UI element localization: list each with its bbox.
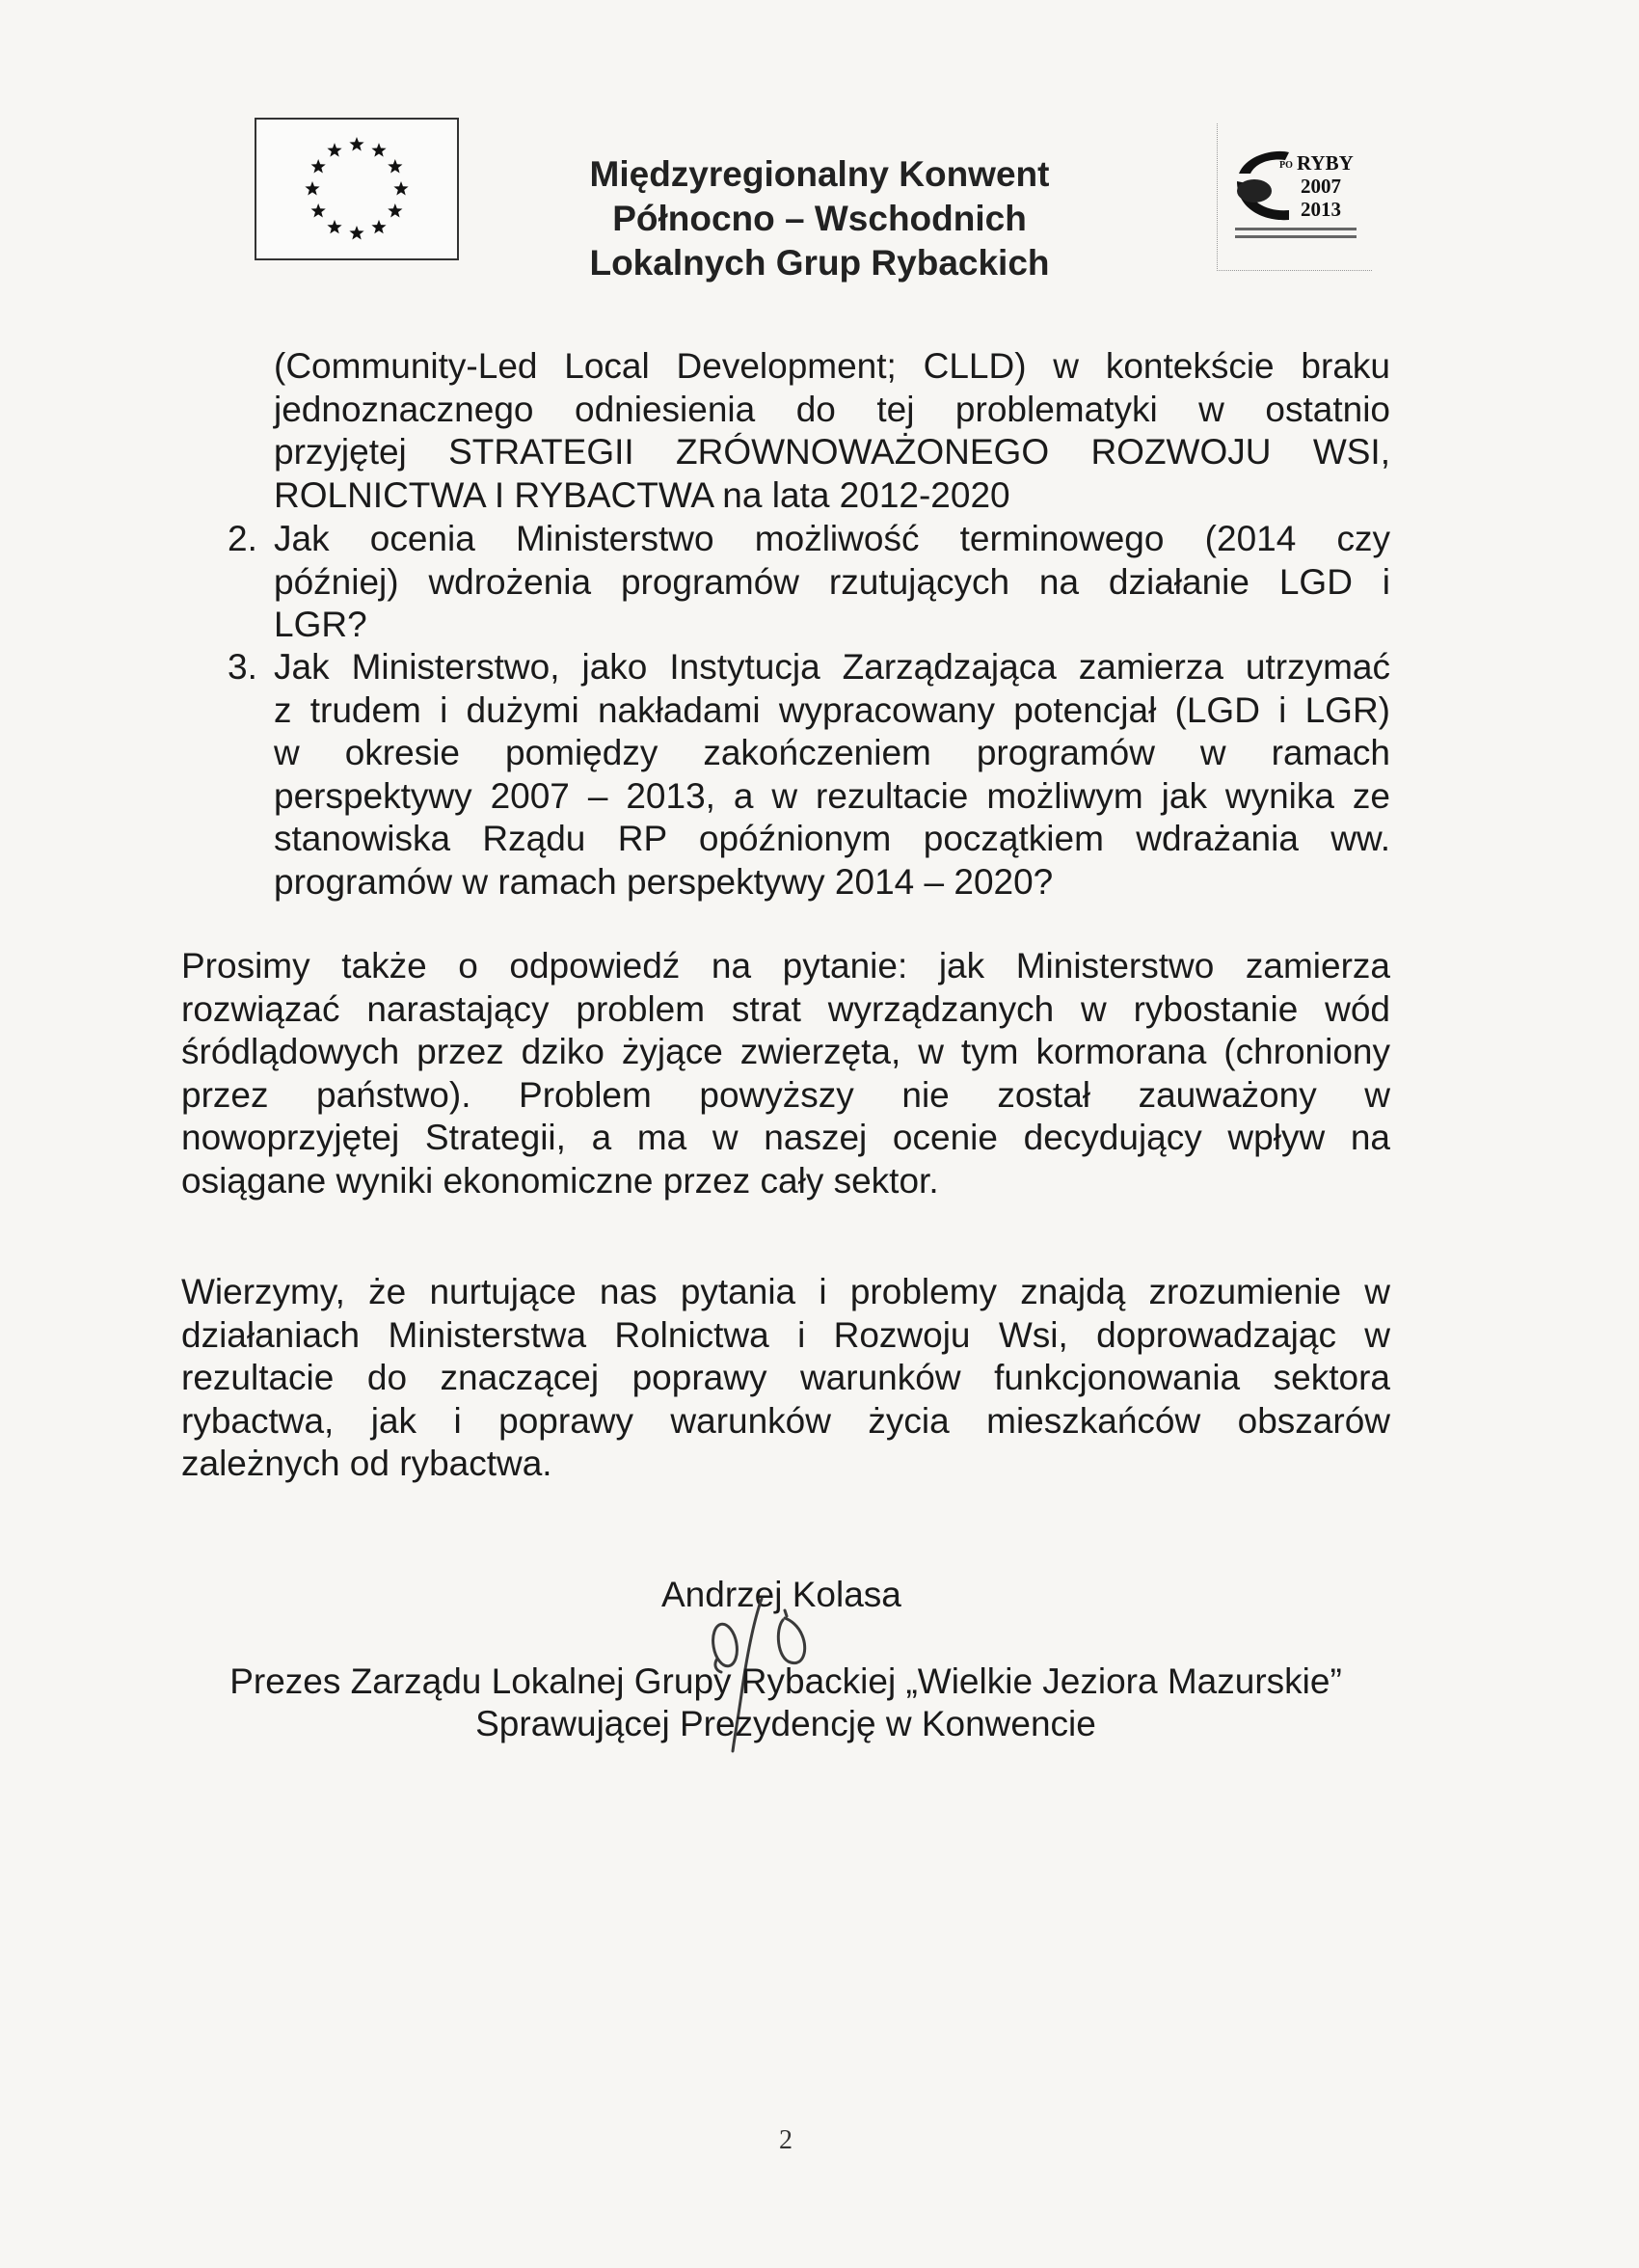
eu-stars-icon	[256, 120, 457, 258]
text-line: Prosimy także o odpowiedź na pytanie: jak Ministerstwo zamierza	[181, 946, 1390, 986]
signatory-name: Andrzej Kolasa	[661, 1575, 901, 1614]
text-line: działaniach Ministerstwa Rolnictwa i Rozwoju Wsi, doprowadzając w	[181, 1314, 1390, 1355]
signatory-role-line2: Sprawującej Prezydencję w Konwencie	[475, 1704, 1096, 1743]
paragraph-cormorant-question	[181, 945, 1390, 1203]
logo-year-end: 2013	[1301, 198, 1341, 221]
eu-star-icon	[327, 220, 341, 233]
text-line: później) wdrożenia programów rzutujących na działanie LGD i	[274, 561, 1390, 602]
eu-star-icon	[371, 143, 386, 156]
eu-star-icon	[388, 159, 402, 173]
text-line: stanowiska Rządu RP opóźnionym początkiem wdrażania ww.	[274, 819, 1390, 859]
list-item-3	[274, 646, 1390, 904]
text-line: śródlądowych przez dziko żyjące zwierzęta, w tym kormorana (chroniony	[181, 1032, 1390, 1072]
text-line: LGR?	[274, 605, 367, 645]
text-line: ROLNICTWA I RYBACTWA na lata 2012-2020	[274, 474, 1010, 515]
signatory-role: Prezes Zarządu Lokalnej Grupy Rybackiej „Wielkie Jeziora Mazurskie”	[229, 1661, 1342, 1701]
list-number-3: 3.	[228, 647, 257, 687]
text-line: w okresie pomiędzy zakończeniem programów w ramach	[274, 733, 1390, 773]
eu-star-icon	[349, 137, 363, 150]
page-number: 2	[779, 2125, 793, 2155]
text-line: osiągane wyniki ekonomiczne przez cały sektor.	[181, 1160, 939, 1201]
letterhead-title-line: Północno – Wschodnich	[612, 199, 1027, 238]
eu-star-icon	[349, 226, 363, 239]
letterhead-title-line: Lokalnych Grup Rybackich	[589, 243, 1050, 283]
paragraph-closing	[181, 1271, 1390, 1486]
text-line: Jak ocenia Ministerstwo możliwość terminowego (2014 czy	[274, 519, 1390, 558]
text-line: z trudem i dużymi nakładami wypracowany potencjał (LGD i LGR)	[274, 689, 1390, 730]
eu-star-icon	[388, 203, 402, 217]
text-line: nowoprzyjętej Strategii, a ma w naszej ocenie decydujący wpływ na	[181, 1118, 1390, 1158]
eu-star-icon	[311, 159, 326, 173]
letterhead-title-line: Międzyregionalny Konwent	[589, 154, 1050, 194]
logo-brand-text: RYBY	[1297, 151, 1354, 175]
text-line: jednoznacznego odniesienia do tej problematyki w ostatnio	[274, 389, 1390, 429]
text-line: rezultacie do znaczącej poprawy warunków funkcjonowania sektora	[181, 1358, 1390, 1398]
eu-star-icon	[305, 181, 319, 195]
eu-flag-logo	[255, 118, 459, 260]
svg-text:PO: PO	[1279, 160, 1293, 171]
logo-year-start: 2007	[1301, 175, 1341, 198]
text-line: rybactwa, jak i poprawy warunków życia mieszkańców obszarów	[181, 1400, 1390, 1441]
eu-star-icon	[311, 203, 326, 217]
list-number-2: 2.	[228, 519, 257, 558]
eu-star-icon	[393, 181, 408, 195]
po-ryby-logo	[1217, 123, 1372, 271]
list-item-2	[274, 518, 1390, 647]
text-line: zależnych od rybactwa.	[181, 1444, 552, 1484]
text-line: perspektywy 2007 – 2013, a w rezultacie możliwym jak wynika ze	[274, 775, 1390, 816]
text-line: (Community-Led Local Development; CLLD) w kontekście braku	[274, 346, 1390, 386]
letterhead-title	[540, 152, 1099, 285]
text-line: przyjętej STRATEGII ZRÓWNOWAŻONEGO ROZWOJU WSI,	[274, 432, 1390, 472]
text-line: Jak Ministerstwo, jako Instytucja Zarządzająca zamierza utrzymać	[274, 647, 1390, 687]
text-line: Wierzymy, że nurtujące nas pytania i problemy znajdą zrozumienie w	[181, 1272, 1390, 1311]
eu-star-icon	[371, 220, 386, 233]
paragraph-item1-continuation	[274, 345, 1390, 517]
text-line: przez państwo). Problem powyższy nie został zauważony w	[181, 1074, 1390, 1115]
text-line: programów w ramach perspektywy 2014 – 2020?	[274, 861, 1054, 902]
text-line: rozwiązać narastający problem strat wyrządzanych w rybostanie wód	[181, 988, 1390, 1029]
eu-star-icon	[327, 143, 341, 156]
